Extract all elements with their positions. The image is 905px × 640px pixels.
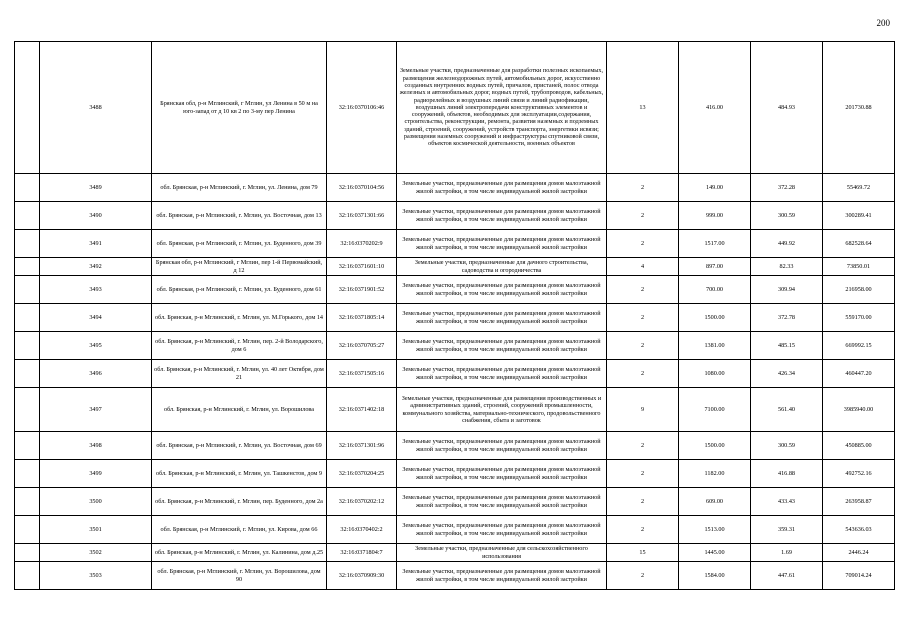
- area-cell: 1500.00: [679, 432, 751, 460]
- cadastral-number-cell: 32:16:0371804:7: [327, 544, 397, 562]
- group-code-cell: 2: [607, 304, 679, 332]
- table-row: [15, 460, 895, 488]
- cadastral-value-cell: 450885.00: [823, 432, 895, 460]
- blank-cell: [15, 276, 40, 304]
- specific-value-cell: 426.34: [751, 360, 823, 388]
- cadastral-number-cell: 32:16:0370202:12: [327, 488, 397, 516]
- row-number: 3488: [40, 42, 152, 174]
- address-cell: Брянская обл, р-н Мглинский, г Мглин, ул Ленина в 50 м на юго-запад от д 10 кв 2 по 3-му пер Ленина: [152, 42, 327, 174]
- group-code-cell: 2: [607, 488, 679, 516]
- blank-cell: [15, 460, 40, 488]
- row-number: 3491: [40, 230, 152, 258]
- cadastral-number-cell: 32:16:0371301:96: [327, 432, 397, 460]
- group-code-cell: 15: [607, 544, 679, 562]
- group-code-cell: 2: [607, 332, 679, 360]
- specific-value-cell: 359.31: [751, 516, 823, 544]
- table-row: [15, 388, 895, 432]
- cadastral-number-cell: 32:16:0370402:2: [327, 516, 397, 544]
- cadastral-value-cell: 2446.24: [823, 544, 895, 562]
- group-code-cell: 13: [607, 42, 679, 174]
- address-cell: обл. Брянская, р-н Мглинский, г. Мглин, ул. Восточная, дом 13: [152, 202, 327, 230]
- blank-cell: [15, 544, 40, 562]
- row-number: 3492: [40, 258, 152, 276]
- land-purpose-cell: Земельные участки, предназначенные для размещения домов малоэтажной жилой застройки, в том числе индивидуальной жилой застройки: [397, 202, 607, 230]
- land-purpose-cell: Земельные участки, предназначенные для разработки полезных ископаемых, размещения железнодорожных путей, автомобильных дорог, искусственно созданных внутренних водных путей, причалов, пристаней, полос отвода железных и автомобильных дорог, водных путей, трубопроводов, кабельных, радиорелейных и воздушных линий связи и линий радиофикации, воздушных линий электропередачи конструктивных элементов и сооружений, объектов, необходимых для эксплуатации,содержания, строительства, реконструкции, ремонта, развития наземных и подземных зданий, строений, сооружений, устройств транспорта, энергетики исвязи; размещения наземных сооружений и инфраструктуры спутниковой связи, объектов космической деятельности, военных объектов: [397, 42, 607, 174]
- address-cell: обл. Брянская, р-н Мглинский, г. Мглин, ул. Ленина, дом 79: [152, 174, 327, 202]
- blank-cell: [15, 304, 40, 332]
- cadastral-value-cell: 669992.15: [823, 332, 895, 360]
- table-row: [15, 202, 895, 230]
- cadastral-value-cell: 492752.16: [823, 460, 895, 488]
- group-code-cell: 2: [607, 432, 679, 460]
- address-cell: обл. Брянская, р-н Мглинский, г. Мглин, ул. Буденного, дом 61: [152, 276, 327, 304]
- area-cell: 1182.00: [679, 460, 751, 488]
- address-cell: обл. Брянская, р-н Мглинский, г. Мглин, ул. Буденного, дом 39: [152, 230, 327, 258]
- cadastral-value-cell: 55469.72: [823, 174, 895, 202]
- row-number: 3496: [40, 360, 152, 388]
- area-cell: 999.00: [679, 202, 751, 230]
- table-row: [15, 544, 895, 562]
- row-number: 3493: [40, 276, 152, 304]
- table-row: [15, 304, 895, 332]
- land-purpose-cell: Земельные участки, предназначенные для размещения домов малоэтажной жилой застройки, в том числе индивидуальной жилой застройки: [397, 304, 607, 332]
- specific-value-cell: 300.59: [751, 202, 823, 230]
- area-cell: 1381.00: [679, 332, 751, 360]
- cadastral-value-cell: 201730.88: [823, 42, 895, 174]
- group-code-cell: 2: [607, 516, 679, 544]
- address-cell: обл. Брянская, р-н Мглинский, г. Мглин, ул. 40 лет Октября, дом 21: [152, 360, 327, 388]
- address-cell: обл. Брянская, р-н Мглинский, г. Мглин, ул. Калинина, дом д.25: [152, 544, 327, 562]
- group-code-cell: 2: [607, 276, 679, 304]
- specific-value-cell: 300.59: [751, 432, 823, 460]
- blank-cell: [15, 202, 40, 230]
- table-row: [15, 174, 895, 202]
- land-registry-table: [14, 41, 895, 590]
- cadastral-value-cell: 263958.87: [823, 488, 895, 516]
- row-number: 3501: [40, 516, 152, 544]
- group-code-cell: 2: [607, 562, 679, 590]
- specific-value-cell: 372.78: [751, 304, 823, 332]
- group-code-cell: 9: [607, 388, 679, 432]
- cadastral-value-cell: 3985940.00: [823, 388, 895, 432]
- specific-value-cell: 372.28: [751, 174, 823, 202]
- row-number: 3502: [40, 544, 152, 562]
- specific-value-cell: 485.15: [751, 332, 823, 360]
- address-cell: обл. Брянская, р-н Мглинский, г. Мглин, ул. Ворошилова: [152, 388, 327, 432]
- cadastral-number-cell: 32:16:0371601:10: [327, 258, 397, 276]
- specific-value-cell: 433.43: [751, 488, 823, 516]
- area-cell: 897.00: [679, 258, 751, 276]
- land-purpose-cell: Земельные участки, предназначенные для размещения домов малоэтажной жилой застройки, в том числе индивидуальной жилой застройки: [397, 174, 607, 202]
- cadastral-number-cell: 32:16:0371301:66: [327, 202, 397, 230]
- table-row: [15, 488, 895, 516]
- land-purpose-cell: Земельные участки, предназначенные для размещения домов малоэтажной жилой застройки, в том числе индивидуальной жилой застройки: [397, 360, 607, 388]
- row-number: 3494: [40, 304, 152, 332]
- cadastral-number-cell: 32:16:0370909:30: [327, 562, 397, 590]
- cadastral-number-cell: 32:16:0370204:25: [327, 460, 397, 488]
- land-purpose-cell: Земельные участки, предназначенные для размещения производственных и административных зданий, строений, сооружений промышленности, коммунального хозяйства, материально-технического, продовольственного снабжения, сбыта и заготовок: [397, 388, 607, 432]
- row-number: 3499: [40, 460, 152, 488]
- blank-cell: [15, 562, 40, 590]
- table-row: [15, 432, 895, 460]
- cadastral-value-cell: 73850.01: [823, 258, 895, 276]
- blank-cell: [15, 230, 40, 258]
- specific-value-cell: 416.88: [751, 460, 823, 488]
- table-row: [15, 360, 895, 388]
- land-purpose-cell: Земельные участки, предназначенные для размещения домов малоэтажной жилой застройки, в том числе индивидуальной жилой застройки: [397, 276, 607, 304]
- land-purpose-cell: Земельные участки, предназначенные для размещения домов малоэтажной жилой застройки, в том числе индивидуальной жилой застройки: [397, 432, 607, 460]
- cadastral-number-cell: 32:16:0371805:14: [327, 304, 397, 332]
- cadastral-value-cell: 460447.20: [823, 360, 895, 388]
- land-purpose-cell: Земельные участки, предназначенные для размещения домов малоэтажной жилой застройки, в том числе индивидуальной жилой застройки: [397, 488, 607, 516]
- blank-cell: [15, 42, 40, 174]
- cadastral-number-cell: 32:16:0371901:52: [327, 276, 397, 304]
- specific-value-cell: 1.69: [751, 544, 823, 562]
- cadastral-number-cell: 32:16:0370106:46: [327, 42, 397, 174]
- cadastral-number-cell: 32:16:0370202:9: [327, 230, 397, 258]
- area-cell: 1500.00: [679, 304, 751, 332]
- specific-value-cell: 449.92: [751, 230, 823, 258]
- group-code-cell: 4: [607, 258, 679, 276]
- group-code-cell: 2: [607, 460, 679, 488]
- page-number: 200: [876, 18, 890, 28]
- row-number: 3503: [40, 562, 152, 590]
- table-row: [15, 42, 895, 174]
- area-cell: 7100.00: [679, 388, 751, 432]
- land-purpose-cell: Земельные участки, предназначенные для сельскохозяйственного использования: [397, 544, 607, 562]
- land-purpose-cell: Земельные участки, предназначенные для размещения домов малоэтажной жилой застройки, в том числе индивидуальной жилой застройки: [397, 460, 607, 488]
- row-number: 3490: [40, 202, 152, 230]
- address-cell: обл. Брянская, р-н Мглинский, г. Мглин, ул. Восточная, дом 69: [152, 432, 327, 460]
- land-purpose-cell: Земельные участки, предназначенные для размещения домов малоэтажной жилой застройки, в том числе индивидуальной жилой застройки: [397, 332, 607, 360]
- area-cell: 700.00: [679, 276, 751, 304]
- address-cell: обл. Брянская, р-н Мглинский, г. Мглин, ул. Кирова, дом 66: [152, 516, 327, 544]
- cadastral-value-cell: 709014.24: [823, 562, 895, 590]
- blank-cell: [15, 388, 40, 432]
- address-cell: обл. Брянская, р-н Мглинский, г. Мглин, пер. 2-й Володарского, дом 6: [152, 332, 327, 360]
- blank-cell: [15, 516, 40, 544]
- group-code-cell: 2: [607, 202, 679, 230]
- land-purpose-cell: Земельные участки, предназначенные для размещения домов малоэтажной жилой застройки, в том числе индивидуальной жилой застройки: [397, 230, 607, 258]
- specific-value-cell: 484.93: [751, 42, 823, 174]
- address-cell: обл. Брянская, р-н Мглинский, г. Мглин, ул. М.Горького, дом 14: [152, 304, 327, 332]
- cadastral-number-cell: 32:16:0370705:27: [327, 332, 397, 360]
- row-number: 3497: [40, 388, 152, 432]
- blank-cell: [15, 360, 40, 388]
- table-row: [15, 258, 895, 276]
- blank-cell: [15, 488, 40, 516]
- land-purpose-cell: Земельные участки, предназначенные для размещения домов малоэтажной жилой застройки, в том числе индивидуальной жилой застройки: [397, 516, 607, 544]
- blank-cell: [15, 332, 40, 360]
- cadastral-value-cell: 682528.64: [823, 230, 895, 258]
- row-number: 3498: [40, 432, 152, 460]
- address-cell: обл. Брянская, р-н Мглинский, г. Мглин, ул. Ворошилова, дом 90: [152, 562, 327, 590]
- blank-cell: [15, 174, 40, 202]
- table-row: [15, 230, 895, 258]
- cadastral-number-cell: 32:16:0370104:56: [327, 174, 397, 202]
- table-row: [15, 276, 895, 304]
- row-number: 3489: [40, 174, 152, 202]
- cadastral-value-cell: 216958.00: [823, 276, 895, 304]
- table-row: [15, 516, 895, 544]
- cadastral-value-cell: 543636.03: [823, 516, 895, 544]
- group-code-cell: 2: [607, 230, 679, 258]
- specific-value-cell: 447.61: [751, 562, 823, 590]
- group-code-cell: 2: [607, 360, 679, 388]
- area-cell: 1445.00: [679, 544, 751, 562]
- table-row: [15, 562, 895, 590]
- blank-cell: [15, 432, 40, 460]
- address-cell: обл. Брянская, р-н Мглинский, г. Мглин, пер. Буденного, дом 2а: [152, 488, 327, 516]
- table-row: [15, 332, 895, 360]
- specific-value-cell: 561.40: [751, 388, 823, 432]
- cadastral-value-cell: 559170.00: [823, 304, 895, 332]
- address-cell: обл. Брянская, р-н Мглинский, г. Мглин, ул. Ташкенстов, дом 9: [152, 460, 327, 488]
- area-cell: 1080.00: [679, 360, 751, 388]
- area-cell: 609.00: [679, 488, 751, 516]
- area-cell: 1584.00: [679, 562, 751, 590]
- row-number: 3495: [40, 332, 152, 360]
- land-purpose-cell: Земельные участки, предназначенные для дачного строительства, садоводства и огородничества: [397, 258, 607, 276]
- cadastral-number-cell: 32:16:0371402:18: [327, 388, 397, 432]
- specific-value-cell: 82.33: [751, 258, 823, 276]
- row-number: 3500: [40, 488, 152, 516]
- cadastral-value-cell: 300289.41: [823, 202, 895, 230]
- cadastral-number-cell: 32:16:0371505:16: [327, 360, 397, 388]
- address-cell: Брянская обл, р-н Мглинский, г Мглин, пер 1-й Первомайский, д 12: [152, 258, 327, 276]
- area-cell: 416.00: [679, 42, 751, 174]
- blank-cell: [15, 258, 40, 276]
- area-cell: 1517.00: [679, 230, 751, 258]
- area-cell: 1513.00: [679, 516, 751, 544]
- group-code-cell: 2: [607, 174, 679, 202]
- land-purpose-cell: Земельные участки, предназначенные для размещения домов малоэтажной жилой застройки, в том числе индивидуальной жилой застройки: [397, 562, 607, 590]
- specific-value-cell: 309.94: [751, 276, 823, 304]
- area-cell: 149.00: [679, 174, 751, 202]
